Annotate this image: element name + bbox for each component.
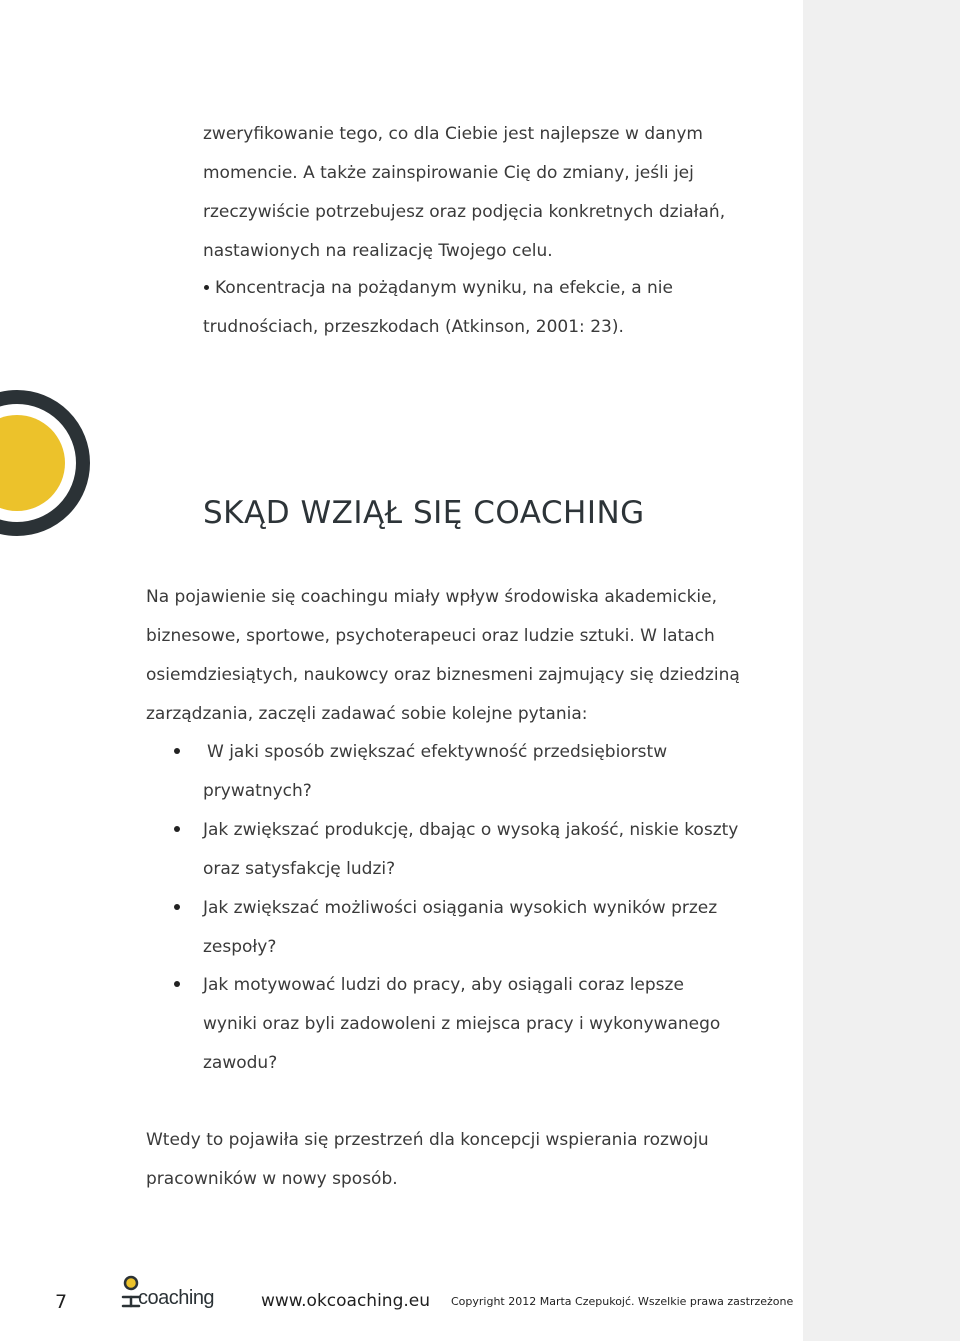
- list-bullet: [174, 904, 180, 910]
- copyright-notice: Copyright 2012 Marta Czepukojć. Wszelkie prawa zastrzeżone: [451, 1295, 794, 1308]
- page-number: 7: [55, 1291, 68, 1313]
- bullet-line-1: Koncentracja na pożądanym wyniku, na efekcie, a nie: [215, 278, 673, 298]
- intro-line-4: nastawionych na realizację Twojego celu.: [203, 241, 553, 261]
- question-2-line-2: oraz satysfakcję ludzi?: [203, 859, 396, 879]
- question-4-line-1: Jak motywować ludzi do pracy, aby osiągali coraz lepsze: [203, 975, 684, 995]
- intro-line-1: zweryfikowanie tego, co dla Ciebie jest najlepsze w danym: [203, 124, 703, 144]
- bullet-dot: [204, 285, 209, 290]
- paragraph-line-3: osiemdziesiątych, naukowcy oraz biznesmeni zajmujący się dziedziną: [146, 665, 740, 685]
- okcoaching-logo: [120, 1273, 220, 1313]
- intro-line-2: momencie. A także zainspirowanie Cię do zmiany, jeśli jej: [203, 163, 694, 183]
- question-3-line-2: zespoły?: [203, 937, 277, 957]
- decorative-circle-icon: [0, 386, 95, 542]
- list-bullet: [174, 748, 180, 754]
- intro-line-3: rzeczywiście potrzebujesz oraz podjęcia konkretnych działań,: [203, 202, 726, 222]
- bullet-line-2: trudnościach, przeszkodach (Atkinson, 2001: 23).: [203, 317, 624, 337]
- question-2-line-1: Jak zwiększać produkcję, dbając o wysoką jakość, niskie koszty: [203, 820, 739, 840]
- list-bullet: [174, 826, 180, 832]
- question-3-line-1: Jak zwiększać możliwości osiągania wysokich wyników przez: [203, 898, 718, 918]
- paragraph-line-1: Na pojawienie się coachingu miały wpływ środowiska akademickie,: [146, 587, 718, 607]
- website-link[interactable]: www.okcoaching.eu: [261, 1291, 431, 1311]
- question-4-line-2: wyniki oraz byli zadowoleni z miejsca pracy i wykonywanego: [203, 1014, 721, 1034]
- question-1-line-1: W jaki sposób zwiększać efektywność przedsiębiorstw: [207, 742, 668, 762]
- list-bullet: [174, 981, 180, 987]
- section-heading: SKĄD WZIĄŁ SIĘ COACHING: [203, 495, 645, 531]
- logo-wordmark: coaching: [138, 1287, 215, 1309]
- right-margin-panel: [803, 0, 960, 1341]
- question-1-line-2: prywatnych?: [203, 781, 312, 801]
- question-4-line-3: zawodu?: [203, 1053, 278, 1073]
- paragraph-line-4: zarządzania, zaczęli zadawać sobie kolejne pytania:: [146, 704, 588, 724]
- closing-line-1: Wtedy to pojawiła się przestrzeń dla koncepcji wspierania rozwoju: [146, 1130, 709, 1150]
- closing-line-2: pracowników w nowy sposób.: [146, 1169, 398, 1189]
- paragraph-line-2: biznesowe, sportowe, psychoterapeuci oraz ludzie sztuki. W latach: [146, 626, 715, 646]
